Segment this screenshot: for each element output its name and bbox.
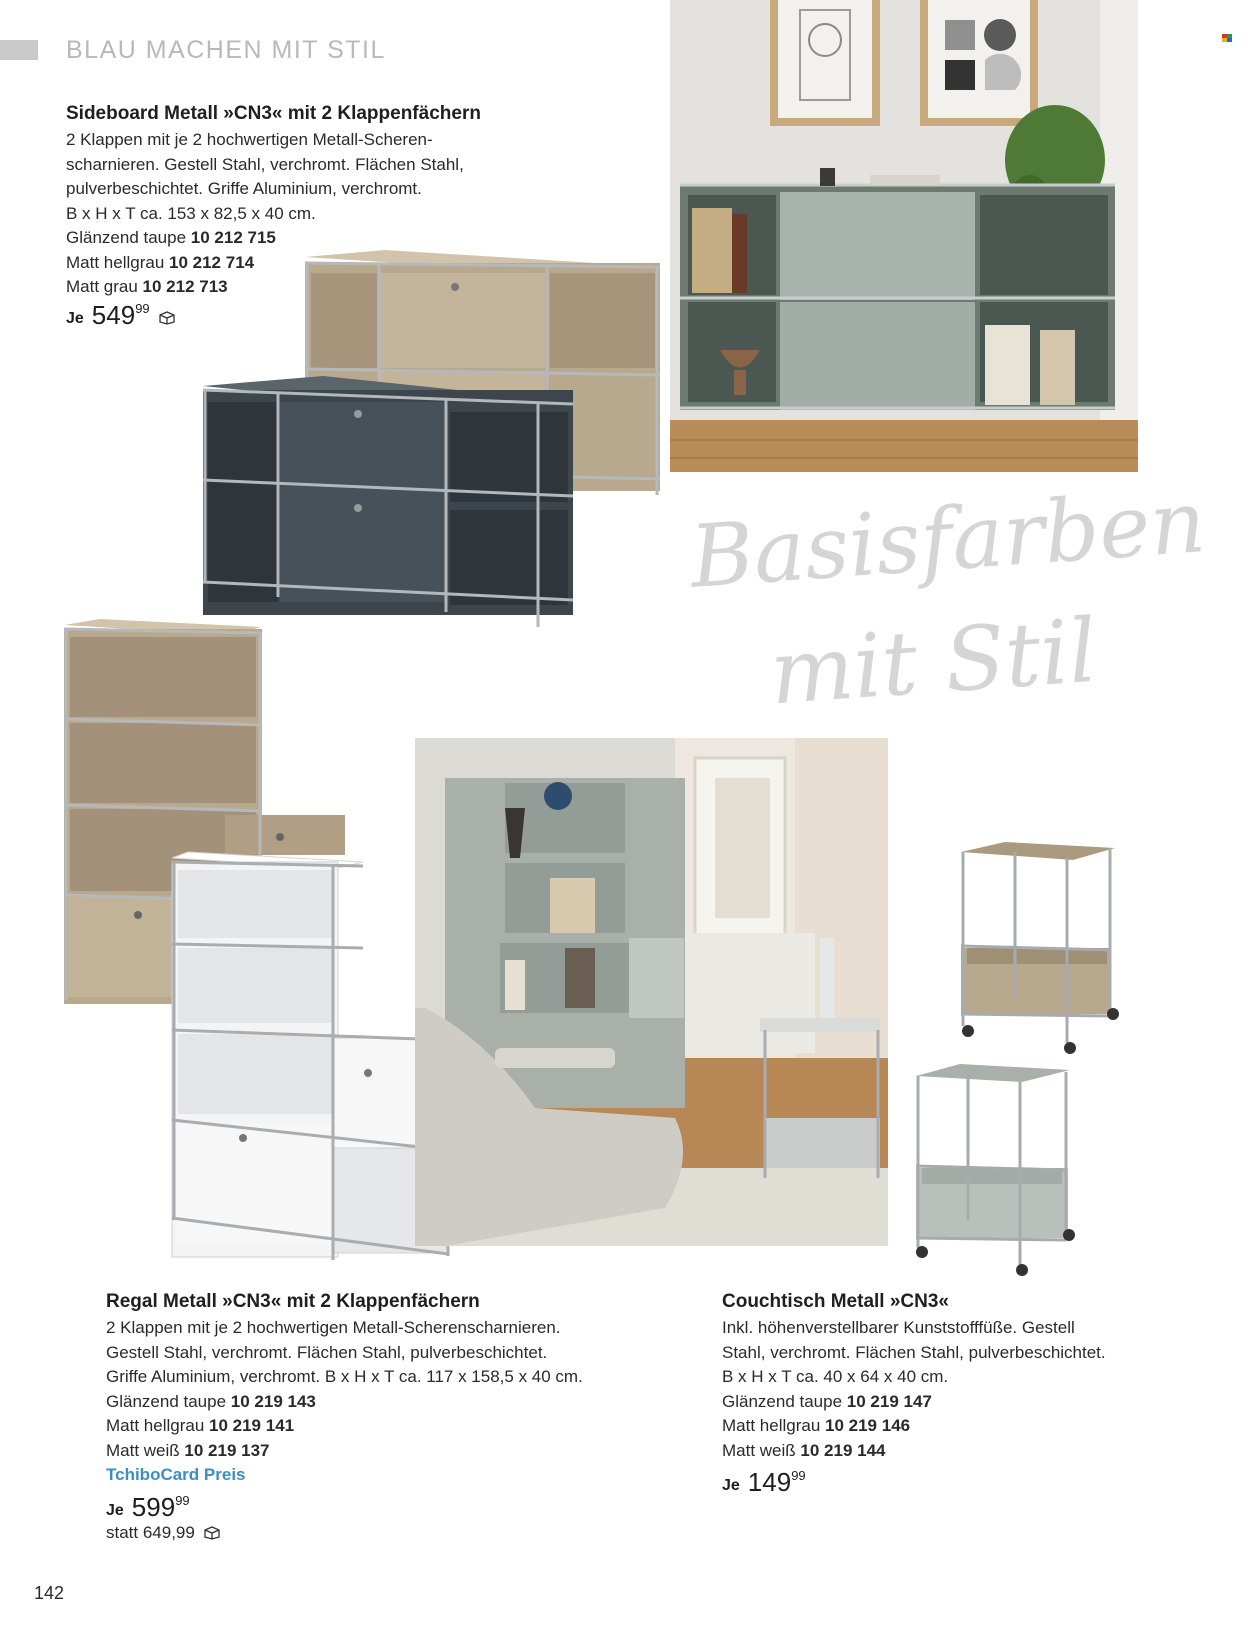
coffee-table-desc-line: Stahl, verchromt. Flächen Stahl, pulverbeschichtet. [722,1342,1106,1362]
article-number: 10 219 146 [825,1416,911,1435]
sideboard-title: Sideboard Metall »CN3« mit 2 Klappenfächern [66,103,481,124]
article-number: 10 219 144 [800,1440,886,1460]
sideboard-room-photo [670,0,1138,472]
coffee-table-desc-line: B x H x T ca. 40 x 64 x 40 cm. [722,1367,949,1386]
price-cents: 99 [175,1492,190,1508]
brand-mark-icon [1222,34,1232,42]
price-cents: 99 [135,300,150,316]
package-cube-icon [203,1526,221,1540]
shelf-old-price [106,1523,583,1543]
variant-label: Glänzend taupe [106,1391,227,1411]
shelf-white-image [168,848,453,1268]
shelf-desc-line: Gestell Stahl, verchromt. Flächen Stahl, pulverbeschichtet. [106,1342,548,1362]
variant-label: Matt hellgrau [722,1416,821,1435]
article-number: 10 219 141 [209,1416,295,1435]
shelf-product-block [106,1291,583,1543]
variant-label: Matt weiß [106,1440,180,1460]
page-number: 142 [34,1583,65,1603]
coffee-table-product-block [722,1291,1106,1498]
variant-label: Matt hellgrau [106,1416,205,1435]
variant-label: Glänzend taupe [66,228,187,247]
shelf-price [106,1492,583,1523]
article-number: 10 219 137 [184,1440,270,1460]
price-main: 599 [131,1491,176,1522]
price-prefix: Je [106,1501,124,1519]
coffee-table-variant [722,1414,1106,1439]
article-number: 10 219 147 [846,1391,932,1411]
coffee-table-variant [722,1390,1106,1415]
article-number: 10 212 714 [169,252,255,272]
page-section-title: BLAU MACHEN MIT STIL [66,36,386,64]
price-main: 549 [91,299,136,330]
article-number: 10 212 713 [142,277,228,296]
coffee-table-title: Couchtisch Metall »CN3« [722,1291,949,1312]
shelf-title: Regal Metall »CN3« mit 2 Klappenfächern [106,1291,480,1312]
sideboard-desc-line: 2 Klappen mit je 2 hochwertigen Metall-Scheren- [66,130,433,149]
shelf-desc-line: 2 Klappen mit je 2 hochwertigen Metall-Scherenscharnieren. [106,1318,561,1337]
header-bar [0,40,38,60]
price-cents: 99 [791,1468,806,1483]
price-prefix: Je [66,309,84,327]
article-number: 10 219 143 [230,1391,316,1411]
old-price-text: statt 649,99 [106,1522,195,1542]
decor-script-line1: Basisfarben [687,472,1209,608]
living-room-photo [415,738,888,1246]
shelf-variant [106,1414,583,1439]
package-cube-icon [158,311,176,325]
coffee-table-price [722,1467,1106,1498]
sideboard-desc-line: B x H x T ca. 153 x 82,5 x 40 cm. [66,203,316,223]
coffee-table-taupe-image [955,838,1125,1058]
variant-label: Matt hellgrau [66,252,165,272]
shelf-variant [106,1390,583,1415]
price-main: 149 [747,1467,792,1497]
coffee-table-variant [722,1439,1106,1464]
shelf-desc-line: Griffe Aluminium, verchromt. B x H x T ca. 117 x 158,5 x 40 cm. [106,1367,583,1386]
variant-label: Matt weiß [722,1440,796,1460]
sideboard-grey-image [198,372,578,634]
variant-label: Glänzend taupe [722,1391,843,1411]
coffee-table-desc-line: Inkl. höhenverstellbarer Kunststofffüße. Gestell [722,1318,1075,1337]
variant-label: Matt grau [66,277,138,296]
price-prefix: Je [722,1477,740,1494]
tchibocard-price-label: TchiboCard Preis [106,1465,246,1484]
sideboard-desc-line: scharnieren. Gestell Stahl, verchromt. Flächen Stahl, [66,154,464,174]
shelf-variant [106,1439,583,1464]
coffee-table-lightgrey-image [910,1060,1082,1280]
article-number: 10 212 715 [190,228,276,247]
decor-script-line2: mit Stil [766,598,1101,725]
sideboard-desc-line: pulverbeschichtet. Griffe Aluminium, verchromt. [66,179,422,198]
